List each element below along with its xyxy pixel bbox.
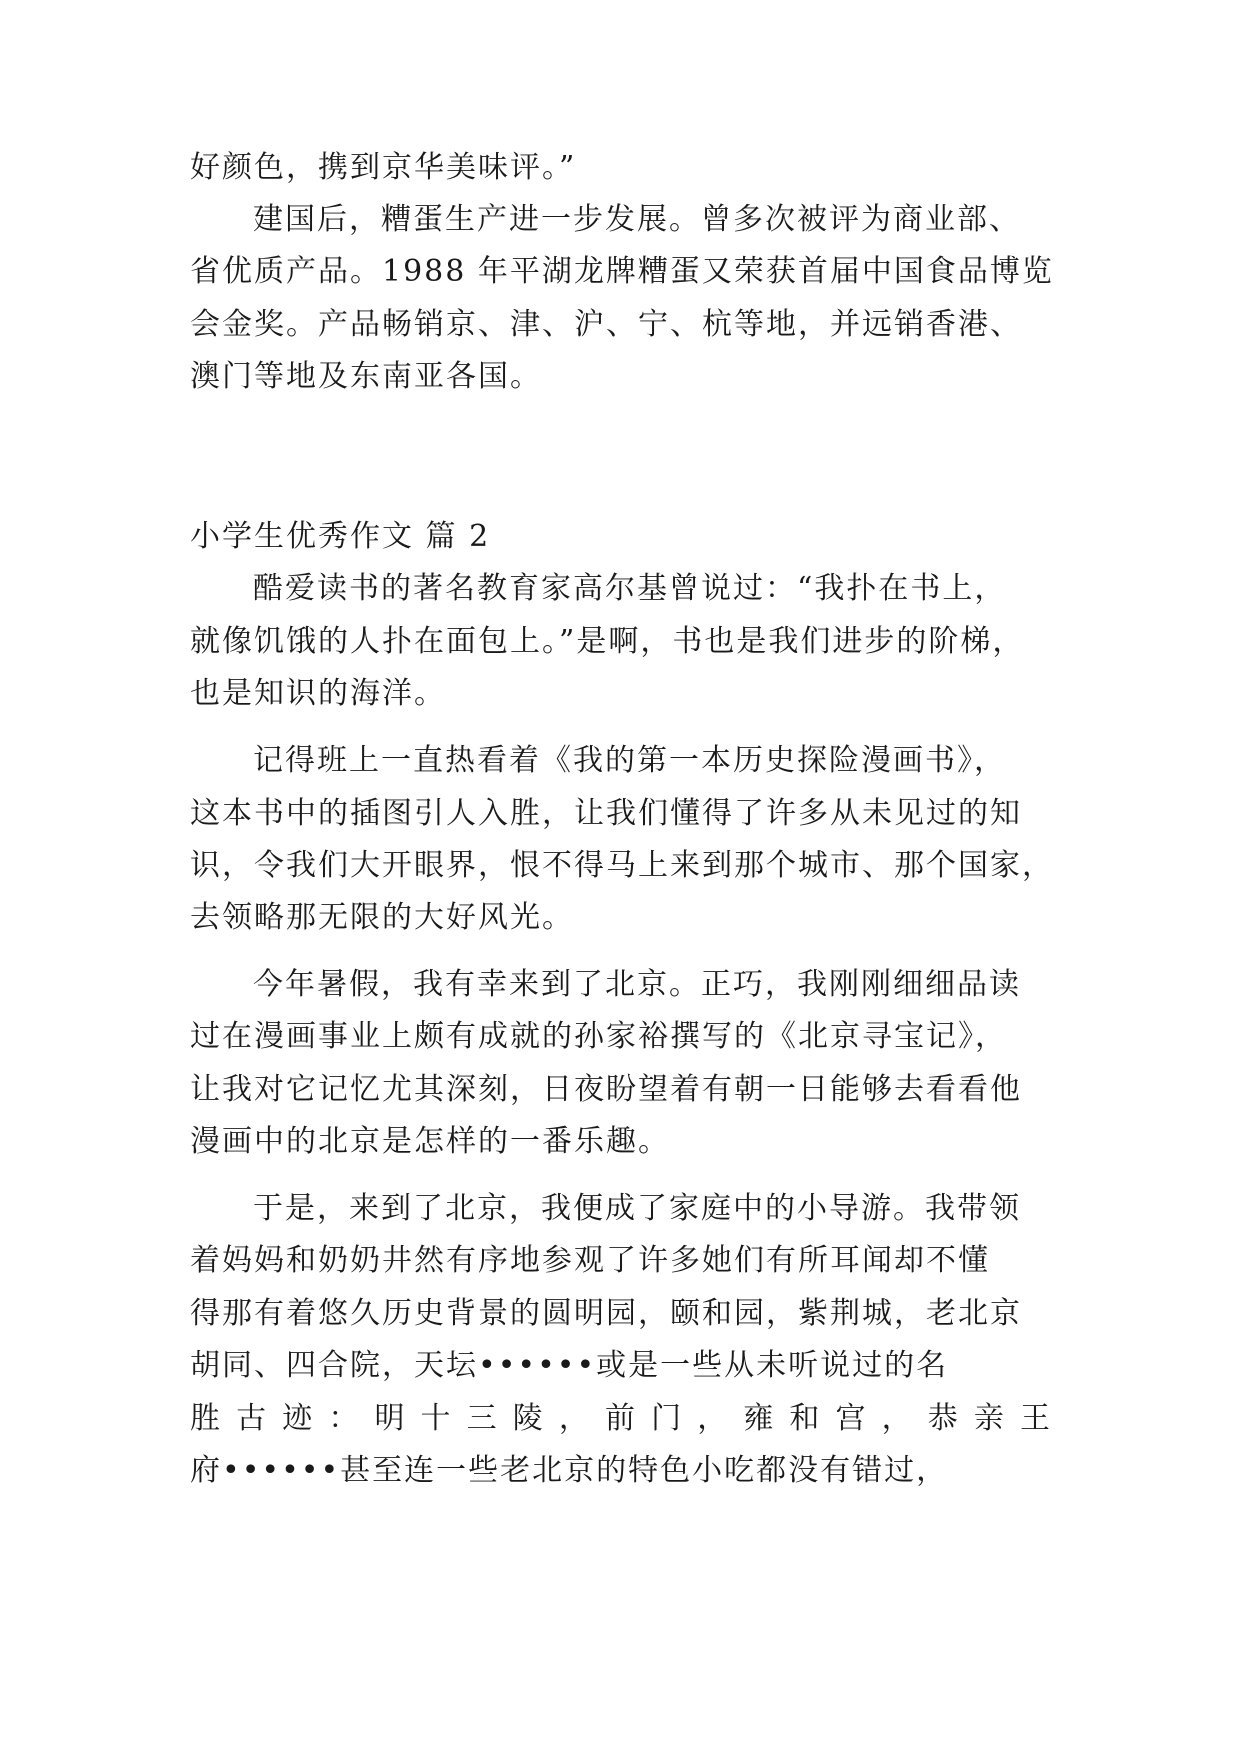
paragraph-line: 过在漫画事业上颇有成就的孙家裕撰写的《北京寻宝记》， [190, 1019, 1007, 1054]
justified-char: ， [881, 1401, 912, 1436]
justified-char: 古 [236, 1401, 267, 1436]
justified-char: 陵 [512, 1401, 543, 1436]
justified-char: 恭 [927, 1401, 958, 1436]
paragraph-line: 就像饥饿的人扑在面包上。”是啊，书也是我们进步的阶梯， [190, 624, 1025, 659]
justified-char: 王 [1019, 1401, 1050, 1436]
paragraph-line: 这本书中的插图引人入胜，让我们懂得了许多从未见过的知 [190, 796, 1022, 831]
paragraph-line: 府••••••甚至连一些老北京的特色小吃都没有错过， [190, 1453, 949, 1488]
justified-char: 十 [420, 1401, 451, 1436]
paragraph-line-justified [190, 1401, 1050, 1437]
paragraph-line: 酷爱读书的著名教育家高尔基曾说过：“我扑在书上， [253, 571, 1007, 606]
justified-char: 三 [466, 1401, 497, 1436]
paragraph-line: 澳门等地及东南亚各国。 [190, 359, 542, 394]
justified-char: ： [328, 1401, 359, 1436]
justified-char: 和 [789, 1401, 820, 1436]
justified-char: 门 [651, 1401, 682, 1436]
justified-char: ， [697, 1401, 728, 1436]
paragraph-line: 得那有着悠久历史背景的圆明园，颐和园，紫荆城，老北京 [190, 1296, 1022, 1331]
justified-char: 亲 [973, 1401, 1004, 1436]
paragraph-line: 识，令我们大开眼界，恨不得马上来到那个城市、那个国家， [190, 848, 1054, 883]
justified-char: 雍 [743, 1401, 774, 1436]
paragraph-line: 会金奖。产品畅销京、津、沪、宁、杭等地，并远销香港、 [190, 307, 1022, 342]
justified-char: ， [558, 1401, 589, 1436]
paragraph-line: 于是，来到了北京，我便成了家庭中的小导游。我带领 [253, 1191, 1021, 1226]
paragraph-line: 建国后，糟蛋生产进一步发展。曾多次被评为商业部、 [253, 202, 1021, 237]
paragraph-line: 也是知识的海洋。 [190, 676, 446, 711]
justified-char: 明 [374, 1401, 405, 1436]
paragraph-line: 今年暑假，我有幸来到了北京。正巧，我刚刚细细品读 [253, 967, 1021, 1002]
justified-char: 迹 [282, 1401, 313, 1436]
section-heading: 小学生优秀作文 篇 2 [190, 519, 491, 554]
paragraph-line: 漫画中的北京是怎样的一番乐趣。 [190, 1124, 670, 1159]
paragraph-line: 胡同、四合院，天坛••••••或是一些从未听说过的名 [190, 1348, 949, 1383]
justified-char: 宫 [835, 1401, 866, 1436]
paragraph-line: 好颜色，携到京华美味评。” [190, 150, 577, 185]
paragraph-line: 去领略那无限的大好风光。 [190, 900, 574, 935]
paragraph-line: 省优质产品。1988 年平湖龙牌糟蛋又荣获首届中国食品博览 [190, 254, 1054, 289]
justified-char: 前 [604, 1401, 635, 1436]
justified-char: 胜 [190, 1401, 220, 1436]
paragraph-line: 记得班上一直热看着《我的第一本历史探险漫画书》， [253, 743, 1006, 778]
paragraph-line: 让我对它记忆尤其深刻，日夜盼望着有朝一日能够去看看他 [190, 1072, 1022, 1107]
paragraph-line: 着妈妈和奶奶井然有序地参观了许多她们有所耳闻却不懂 [190, 1243, 990, 1278]
